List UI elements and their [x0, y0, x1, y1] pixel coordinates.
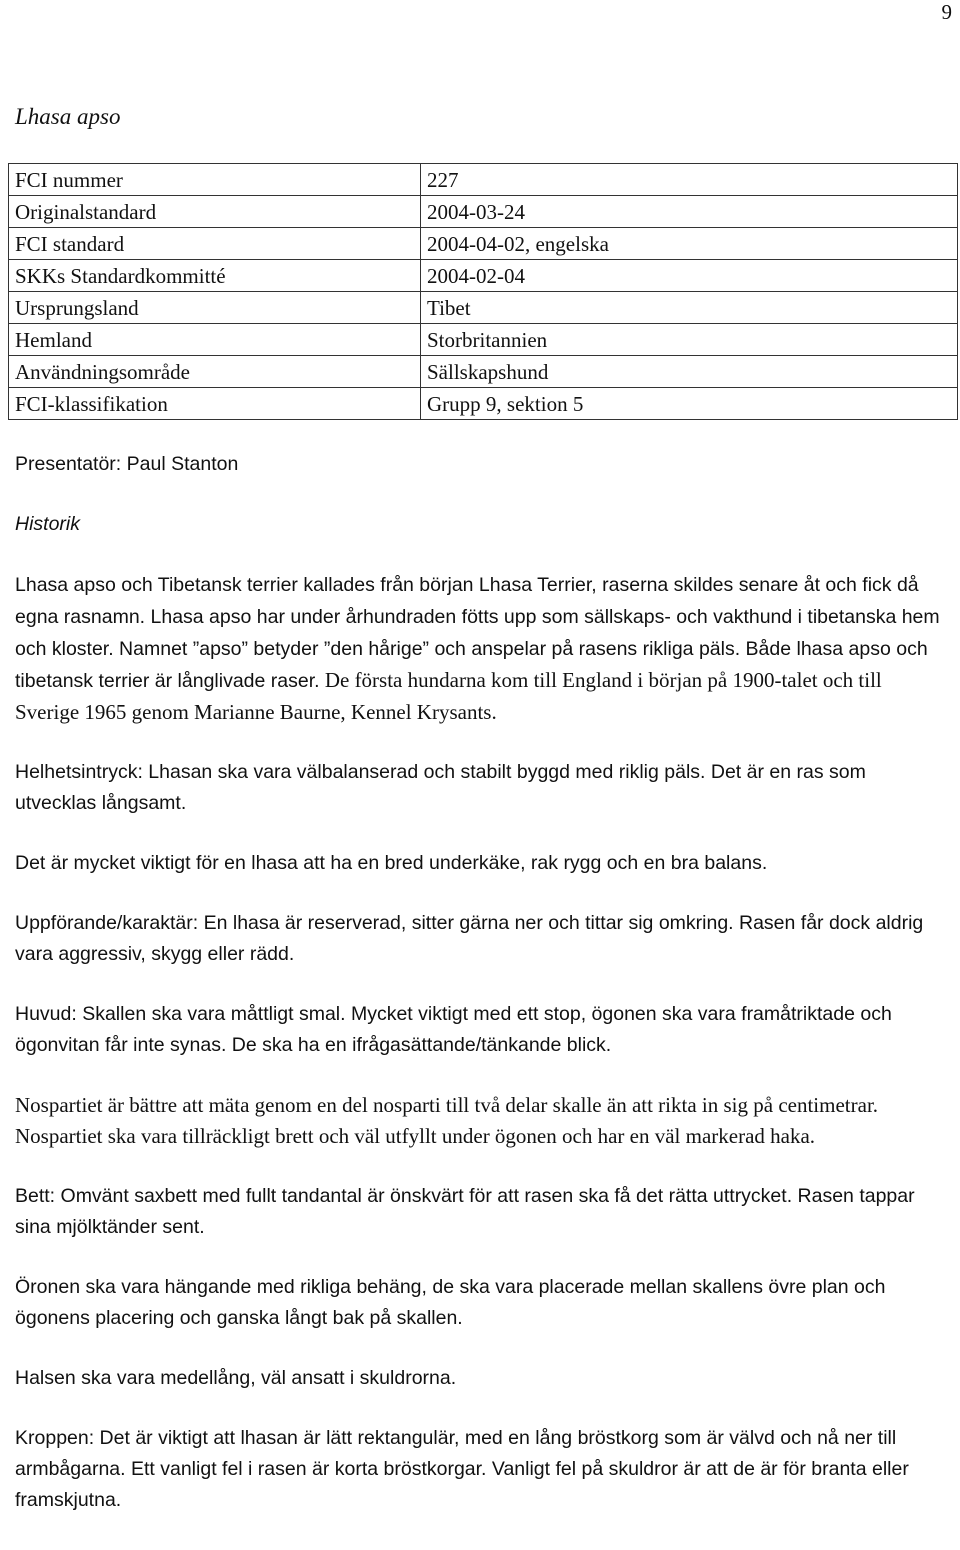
table-row — [9, 260, 958, 292]
fact-label: FCI nummer — [9, 164, 421, 196]
fact-label: Användningsområde — [9, 356, 421, 388]
table-row — [9, 164, 958, 196]
page-title: Lhasa apso — [15, 104, 121, 129]
fact-value: 227 — [421, 164, 958, 196]
muzzle-paragraph: Nospartiet är bättre att mäta genom en del nosparti till två delar skalle än att rikta in sig på centimetrar. Nospartiet ska vara tillräckligt brett och väl utfyllt under ögonen och har en väl markerad haka. — [15, 1093, 879, 1148]
bite-paragraph: Bett: Omvänt saxbett med fullt tandantal är önskvärt för att rasen ska få det rätta uttrycket. Rasen tappar sina mjölktänder sent. — [15, 1185, 915, 1238]
fact-label: Hemland — [9, 324, 421, 356]
fact-value: Storbritannien — [421, 324, 958, 356]
fact-label: Ursprungsland — [9, 292, 421, 324]
fact-value: Grupp 9, sektion 5 — [421, 388, 958, 420]
history-text-part2: De första hundarna kom till England i början på 1900-talet och till Sverige 1965 genom Marianne Baurne, Kennel Krysants. — [15, 668, 882, 724]
fact-value: 2004-04-02, engelska — [421, 228, 958, 260]
table-row — [9, 228, 958, 260]
fact-label: Originalstandard — [9, 196, 421, 228]
table-row — [9, 388, 958, 420]
fact-value: Sällskapshund — [421, 356, 958, 388]
important-traits-paragraph: Det är mycket viktigt för en lhasa att ha en bred underkäke, rak rygg och en bra balans. — [15, 852, 768, 874]
fact-label: FCI standard — [9, 228, 421, 260]
overall-impression-paragraph: Helhetsintryck: Lhasan ska vara välbalanserad och stabilt byggd med riklig päls. Det är en ras som utvecklas långsamt. — [15, 761, 866, 814]
breed-facts-table — [8, 163, 958, 420]
table-row — [9, 356, 958, 388]
fact-value: Tibet — [421, 292, 958, 324]
fact-value: 2004-02-04 — [421, 260, 958, 292]
history-heading: Historik — [15, 513, 81, 535]
presenter-line: Presentatör: Paul Stanton — [15, 453, 239, 475]
page-number: 9 — [941, 0, 952, 24]
head-paragraph: Huvud: Skallen ska vara måttligt smal. Mycket viktigt med ett stop, ögonen ska vara framåtriktade och ögonvitan får inte synas. De ska ha en ifrågasättande/tänkande blick. — [15, 1003, 892, 1056]
fact-label: SKKs Standardkommitté — [9, 260, 421, 292]
table-row — [9, 196, 958, 228]
ears-paragraph: Öronen ska vara hängande med rikliga behäng, de ska vara placerade mellan skallens övre plan och ögonens placering och ganska långt bak på skallen. — [15, 1276, 886, 1329]
history-text-part1: Lhasa apso och Tibetansk terrier kallades från början Lhasa Terrier, raserna skildes senare åt och fick då egna rasnamn. Lhasa apso har under århundraden fötts upp som sällskaps- och vakthund i tibetanska hem och kloster. Namnet ”apso” betyder ”den hårige” och anspelar på rasens rikliga päls. Både lhasa apso och tibetansk terrier är långlivade raser. — [15, 574, 940, 692]
fact-value: 2004-03-24 — [421, 196, 958, 228]
table-row — [9, 292, 958, 324]
fact-label: FCI-klassifikation — [9, 388, 421, 420]
neck-paragraph: Halsen ska vara medellång, väl ansatt i skuldrorna. — [15, 1367, 457, 1389]
document-body — [15, 449, 950, 1516]
table-row — [9, 324, 958, 356]
temperament-paragraph: Uppförande/karaktär: En lhasa är reserverad, sitter gärna ner och tittar sig omkring. Rasen får dock aldrig vara aggressiv, skygg eller rädd. — [15, 912, 924, 965]
body-paragraph: Kroppen: Det är viktigt att lhasan är lätt rektangulär, med en lång bröstkorg som är välvd och nå ner till armbågarna. Ett vanligt fel i rasen är korta bröstkorgar. Vanligt fel på skuldror är att de är för branta eller framskjutna. — [15, 1427, 909, 1511]
history-paragraph — [15, 569, 950, 728]
